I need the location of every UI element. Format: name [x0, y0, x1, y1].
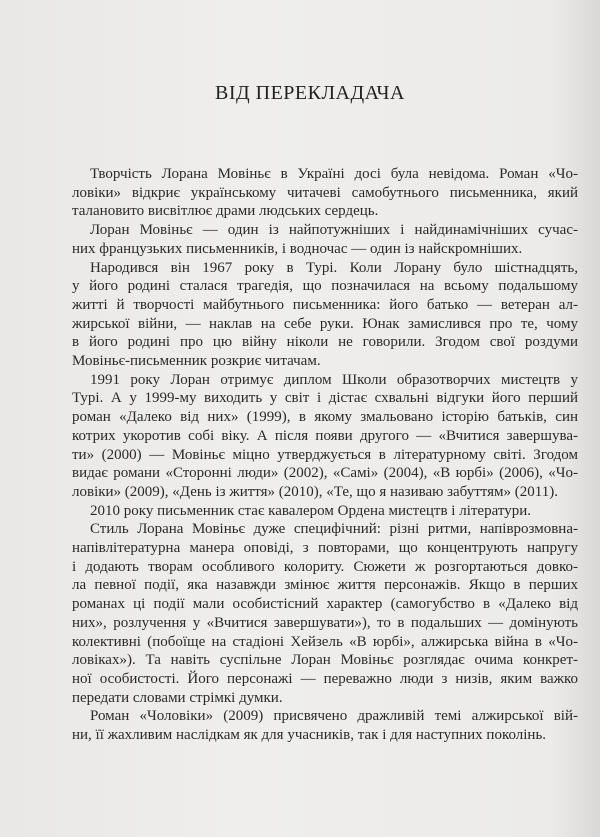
- text-line: роман «Далеко від них» (1999), в якому змальовано історію батьків, син: [72, 409, 578, 426]
- text-line: Лоран Мовіньє — один із найпотужніших і найдинамічніших сучас-: [90, 222, 578, 239]
- text-line: у його родині сталася трагедія, що позначилася на всьому подальшому: [72, 278, 578, 295]
- paragraph: [72, 221, 578, 258]
- text-line: ла певної події, яка назавжди змінює життя персонажів. Якщо в перших: [72, 577, 578, 594]
- paragraph: [72, 520, 578, 707]
- page-title: ВІД ПЕРЕКЛАДАЧА: [215, 82, 405, 104]
- text-line: жирської війни, — наклав на себе руки. Юнак замислився про те, чому: [72, 315, 578, 332]
- text-line: романах ці події мали особистісний характер (самогубство в «Далеко від: [72, 596, 578, 613]
- text-line: житті й творчості майбутнього письменника: його батько — ветеран ал-: [72, 296, 578, 313]
- text-line: ловіки» відкриє українському читачеві самобутнього письменника, який: [72, 184, 578, 201]
- body-text: [72, 165, 578, 745]
- text-line: 1991 року Лоран отримує диплом Школи образотворчих мистецтв у: [90, 371, 578, 388]
- text-line: Творчість Лорана Мовіньє в Україні досі була невідома. Роман «Чо-: [90, 166, 578, 182]
- text-line: ної особистості. Його персонажі — переважно люди з низів, яким важко: [72, 670, 578, 687]
- paragraph: [72, 259, 578, 371]
- paragraph: [72, 165, 578, 221]
- paragraph: [72, 371, 578, 502]
- text-line: Мовіньє-письменник розкриє читачам.: [72, 353, 321, 370]
- text-line: талановито висвітлює драми людських сердець.: [72, 203, 379, 220]
- paragraph: [72, 707, 578, 744]
- text-line: Турі. А у 1999-му виходить у світ і дістає схвальні відгуки його перший: [72, 390, 578, 407]
- text-line: Народився він 1967 року в Турі. Коли Лорану було шістнадцять,: [90, 259, 578, 276]
- text-line: 2010 року письменник стає кавалером Ордена мистецтв і літератури.: [90, 502, 531, 519]
- text-line: ти» (2000) — Мовіньє міцно утверджується в літературному світі. Згодом: [72, 446, 578, 463]
- text-line: ловіки» (2009), «День із життя» (2010), «Те, що я називаю забуттям» (2011).: [72, 483, 558, 500]
- paragraph: [72, 502, 578, 521]
- text-line: колективні (побоїще на стадіоні Хейзель «В юрбі», алжирська війна в «Чо-: [72, 633, 578, 650]
- text-line: них французьких письменників, і водночас — один із найскромніших.: [72, 240, 523, 257]
- text-line: них», розлучення у «Вчитися завершувати»), то в подальших — домінують: [72, 614, 578, 631]
- text-line: передати словами стрімкі думки.: [72, 689, 283, 706]
- text-line: в його родині про цю війну ніколи не говорили. Згодом свої роздуми: [72, 334, 578, 351]
- text-line: і додають творам особливого колориту. Сюжети ж розгортаються довко-: [72, 558, 578, 575]
- text-line: видає романи «Сторонні люди» (2002), «Самі» (2004), «В юрбі» (2006), «Чо-: [72, 465, 578, 482]
- text-line: напівлітературна манера оповіді, з повторами, що концентрують напругу: [72, 540, 578, 557]
- text-line: Стиль Лорана Мовіньє дуже специфічний: різні ритми, напіврозмовна-: [90, 521, 578, 538]
- text-line: ловіках»). Та навіть суспільне Лоран Мовіньє розглядає очима конкрет-: [72, 652, 578, 669]
- text-line: котрих укоротив собі віку. А після появи другого — «Вчитися завершува-: [72, 427, 578, 444]
- text-line: ни, її жахливим наслідкам як для учасників, так і для наступних поколінь.: [72, 727, 547, 744]
- text-line: Роман «Чоловіки» (2009) присвячено дражливій темі алжирської вій-: [90, 708, 578, 725]
